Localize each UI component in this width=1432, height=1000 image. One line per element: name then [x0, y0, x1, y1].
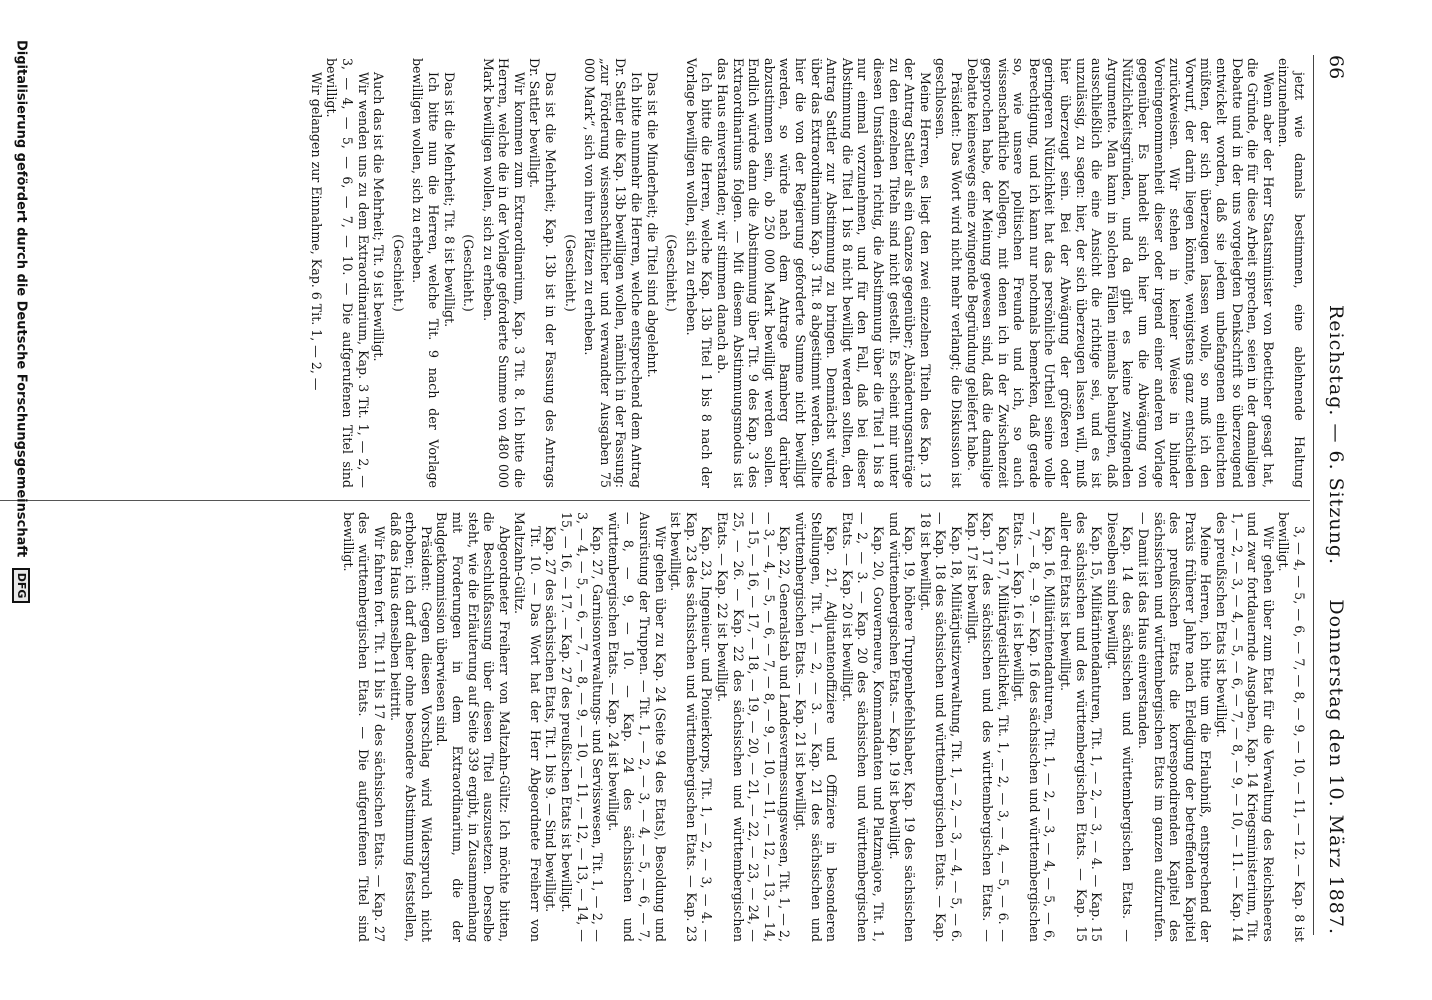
paragraph: Meine Herren, ich bitte um die Erlaubniß, entsprechend der Praxis früherer Jahre nach Erledigung der betreffenden Kapitel des preußischen Etats die korrespondirenden Kapitel des sächsischen und württembergischen Etats im ganzen aufzurufen. — Damit ist das Haus einverstanden.	[1136, 512, 1214, 942]
page-number: 66	[1325, 55, 1347, 80]
left-column	[308, 58, 1307, 488]
paragraph: Wir wenden uns zu dem Extraordinarium, Kap. 3 Tit. 1, — 2, — 3, — 4, — 5, — 6, — 7, — 10. — Die aufgerufenen Titel sind bewilligt.	[324, 58, 371, 488]
header-rule	[1313, 55, 1314, 935]
paragraph: Kap. 14 des sächsischen und württembergischen Etats. — Dieselben sind bewilligt.	[1104, 512, 1136, 942]
header-date: Donnerstag den 10. März 1887.	[1325, 599, 1347, 935]
paragraph: Tit. 10. — Das Wort hat der Herr Abgeordnete Freiherr von Maltzahn-Gültz.	[512, 512, 543, 942]
paragraph: Wir gehen über zu Kap. 24 (Seite 94 des Etats), Besoldung und Ausrüstung der Truppen. — Tit. 1, — 2, — 3, — 4, — 5, — 6, — 7, — 8, — 9, — 10. — Kap. 24 des sächsischen und württembergischen Etats. — Kap. 24 ist bewilligt.	[605, 512, 668, 942]
stage-direction: (Geschieht.)	[562, 234, 578, 312]
paragraph: Das ist die Mehrheit; Tit. 8 ist bewilligt.	[441, 72, 457, 328]
paragraph: Präsident: Das Wort wird nicht mehr verlangt; die Diskussion ist geschlossen.	[933, 58, 964, 488]
paragraph: Kap. 22, Generalstab und Landesvermessungswesen, Tit. 1, — 2, — 3, — 4, — 5, — 6, — 7, — 8, — 9, — 10, — 11, — 12, — 13, — 14, — 15, — 16, — 17, — 18, — 19, — 20, — 21, — 22, — 23, — 24, — 25, — 26. — Kap. 22 des sächsischen und württembergischen Etats. — Kap. 22 ist bewilligt.	[715, 512, 793, 942]
paragraph: Ich bitte nunmehr die Herren, welche entsprechend dem Antrag Dr. Sattler die Kap. 13b bewilligen wollen, nämlich in der Fassung: „zur Förderung wissenschaftlicher und verwandter Ausgaben 75 000 Mark“, sich von ihren Plätzen zu erheben.	[582, 58, 645, 488]
paragraph: Kap. 17, Militärgeistlichkeit, Tit. 1, — 2, — 3, — 4, — 5, — 6. — Kap. 17 des sächsischen und des württembergischen Etats. — Kap. 17 ist bewilligt.	[964, 512, 1011, 942]
paragraph: Kap. 18, Militärjustizverwaltung, Tit. 1, — 2, — 3, — 4, — 5, — 6. — Kap. 18 des sächsischen und württembergischen Etats. — Kap. 18 ist bewilligt.	[917, 512, 964, 942]
page-header	[1317, 55, 1347, 935]
paragraph: Abgeordneter Freiherr von Maltzahn-Gültz: Ich möchte bitten, die Beschlußfassung über diesen Titel auszusetzen. Derselbe steht, wie die Erläuterung auf Seite 339 ergibt, in Zusammenhang mit Forderungen in dem Extraordinarium, die der Budgetkommission überwiesen sind.	[434, 512, 512, 942]
dfg-logo: DFG	[12, 568, 30, 604]
paragraph: Das ist die Minderheit; die Titel sind abgelehnt.	[644, 72, 660, 378]
credit-text: Digitalisierung gefördert durch die Deutsche Forschungsgemeinschaft	[13, 40, 29, 558]
paragraph: Wir gelangen zur Einnahme, Kap. 6 Tit. 1, — 2, —	[308, 72, 324, 391]
paragraph: Ich bitte nun die Herren, welche Tit. 9 nach der Vorlage bewilligen wollen, sich zu erheben.	[410, 58, 441, 488]
paragraph: Wenn aber der Herr Staatsminister von Boetticher gesagt hat, die Gründe, die für diese Arbeit sprechen, seien in der damaligen Debatte und in der uns vorgelegten Denkschrift so überzeugend entwickelt worden, daß sie jedem unbefangenen einleuchten müßten, der sich überzeugen lassen wolle, so muß ich den Vorwurf, der darin liegen könnte, wenigstens ganz entschieden zurückweisen. Wir stehen in keiner Weise in blinder Voreingenommenheit dieser oder irgend einer anderen Vorlage gegenüber. Es handelt sich hier um die Abwägung von Nützlichkeitsgründen, und da gibt es keine zwingenden Argumente. Man kann in solchen Fällen niemals behaupten, daß ausschließlich die eine Ansicht die richtige sei, und es ist unzulässig, zu sagen: hier, der sich überzeugen lassen will, muß hier überzeugt sein. Bei der Abwägung der größeren oder geringeren Nützlichkeit hat das persönliche Urtheil seine volle Berechtigung, und ich kann nur nochmals bemerken, daß gerade so, wie unsere politischen Freunde und ich, so auch wissenschaftliche Kollegen, mit denen ich in der Zwischenzeit gesprochen habe, der Meinung gewesen sind, daß die damalige Debatte keineswegs eine zwingende Begründung geliefert habe.	[964, 58, 1276, 488]
paragraph: Kap. 20, Gouverneure, Kommandanten und Platzmajore, Tit. 1, — 2, — 3. — Kap. 20 des sächsischen und württembergischen Etats. — Kap. 20 ist bewilligt.	[839, 512, 886, 942]
paragraph: Präsident: Gegen diesen Vorschlag wird Widerspruch nicht erhoben; ich darf daher ohne besondere Abstimmung feststellen, daß das Haus denselben beitritt.	[387, 512, 434, 942]
paragraph: Ich bitte die Herren, welche Kap. 13b Titel 1 bis 8 nach der Vorlage bewilligen wollen, sich zu erheben.	[683, 58, 715, 488]
paragraph: Auch das ist die Mehrheit; Tit. 9 ist bewilligt.	[371, 72, 387, 362]
paragraph: Kap. 21, Adjutantenoffiziere und Offiziere in besonderen Stellungen, Tit. 1, — 2, — 3. — Kap. 21 des sächsischen und württembergischen Etats. — Kap. 21 ist bewilligt.	[793, 512, 840, 942]
paragraph: jetzt wie damals bestimmen, eine ablehnende Haltung einzunehmen.	[1276, 58, 1307, 488]
paragraph: Wir fahren fort. Tit. 11 bis 17 des sächsischen Etats. — Kap. 27 des württembergischen Etats. — Die aufgerufenen Titel sind bewilligt.	[340, 512, 387, 942]
paragraph: Das ist die Mehrheit; Kap. 13b ist in der Fassung des Antrags Dr. Sattler bewilligt.	[527, 58, 559, 488]
stage-direction: (Geschieht.)	[664, 234, 680, 312]
stage-direction: (Geschieht.)	[461, 234, 477, 312]
column-divider	[0, 500, 1310, 501]
header-session: Reichstag. — 6. Sitzung.	[1325, 305, 1347, 566]
paragraph: Kap. 15, Militärintendanturen, Tit. 1, — 2, — 3, — 4. — Kap. 15 des sächsischen und des württembergischen Etats. — Kap. 15 aller drei Etats ist bewilligt.	[1058, 512, 1105, 942]
paragraph: Meine Herren, es liegt den zwei einzelnen Titeln des Kap. 13 der Antrag Sattler als ein Ganzes gegenüber; Abänderungsanträge zu den einzelnen Titeln sind nicht gestellt. Es scheint mir unter diesen Umständen richtig, die Abstimmung über die Titel 1 bis 8 nur einmal vorzunehmen, und für den Fall, daß bei dieser Abstimmung die Titel 1 bis 8 nicht bewilligt werden sollten, den Antrag Sattler zur Abstimmung zu bringen. Demnächst würde über das Extraordinarium Kap. 3 Tit. 8 abgestimmt werden. Sollte hier die von der Regierung geforderte Summe nicht bewilligt werden, so würde nach dem Antrage Bamberg darüber abzustimmen sein, ob 250 000 Mark bewilligt werden sollen. Endlich würde dann die Abstimmung über Tit. 9 des Kap. 3 des Extraordinariums folgen. — Mit diesem Abstimmungsmodus ist das Haus einverstanden; wir stimmen danach ab.	[715, 58, 933, 488]
paragraph: Kap. 16, Militärintendanturen, Tit. 1, — 2, — 3, — 4, — 5, — 6, — 7, — 8, — 9. — Kap. 16 des sächsischen und württembergischen Etats. — Kap. 16 ist bewilligt.	[1011, 512, 1058, 942]
paragraph: Kap. 23, Ingenieur- und Pionierkorps, Tit. 1, — 2, — 3, — 4. — Kap. 23 des sächsischen und württembergischen Etats. — Kap. 23 ist bewilligt.	[668, 512, 715, 942]
right-column	[340, 512, 1307, 942]
paragraph: Kap. 27 des sächsischen Etats, Tit. 1 bis 9. — Sind bewilligt.	[543, 526, 559, 913]
paragraph: Wir gehen über zum Etat für die Verwaltung des Reichsheeres und zwar fortdauernde Ausgaben, Kap. 14 Kriegsministerium, Tit. 1, — 2, — 3, — 4, — 5, — 6, — 7, — 8, — 9, — 10, — 11. — Kap. 14 des preußischen Etats ist bewilligt.	[1214, 512, 1276, 942]
paragraph: Wir kommen zum Extraordinarium, Kap. 3 Tit. 8. Ich bitte die Herren, welche die in der Vorlage geforderte Summe von 480 000 Mark bewilligen wollen, sich zu erheben.	[480, 58, 527, 488]
stage-direction: (Geschieht.)	[390, 234, 406, 312]
digitization-credit	[12, 40, 30, 1000]
paragraph: Kap. 19, höhere Truppenbefehlshaber, Kap. 19 des sächsischen und württembergischen Etats. — Kap. 19 ist bewilligt.	[886, 512, 918, 942]
paragraph: Kap. 27, Garnisonverwaltungs- und Servisswesen, Tit. 1, — 2, — 3, — 4, — 5, — 6, — 7, — 8, — 9, — 10, — 11, — 12, — 13, — 14, — 15, — 16, — 17. — Kap. 27 des preußischen Etats ist bewilligt.	[559, 512, 606, 942]
paragraph: 3, — 4, — 5, — 6, — 7, — 8, — 9, — 10, — 11, — 12. — Kap. 8 ist bewilligt.	[1276, 512, 1307, 942]
